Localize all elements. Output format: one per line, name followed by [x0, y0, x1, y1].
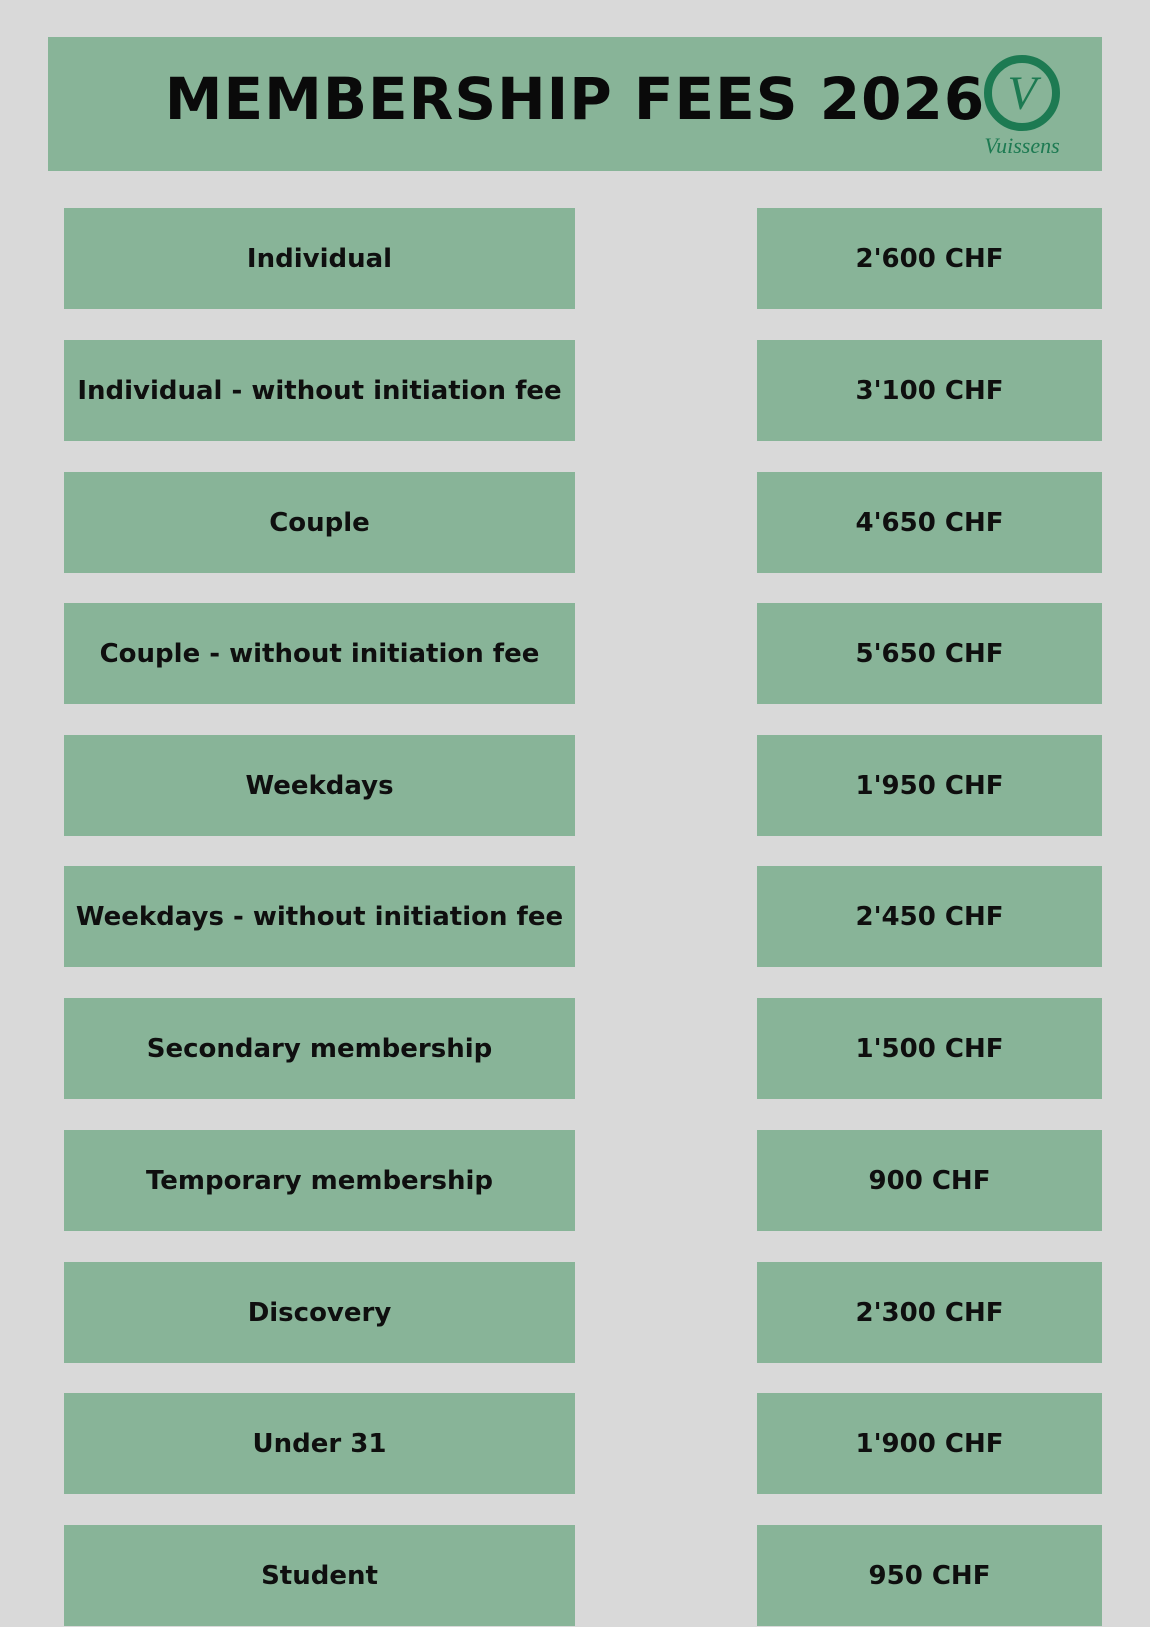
fee-row [0, 1130, 1150, 1231]
vuissens-logo [962, 51, 1082, 161]
fee-row [0, 866, 1150, 967]
fee-label: Couple - without initiation fee [64, 603, 575, 704]
fee-row [0, 472, 1150, 573]
fee-row [0, 208, 1150, 309]
fee-row [0, 735, 1150, 836]
page-title: MEMBERSHIP FEES 2026 [164, 65, 986, 133]
fee-label: Secondary membership [64, 998, 575, 1099]
fee-price: 1'900 CHF [757, 1393, 1102, 1494]
logo-letter: V [1007, 67, 1037, 120]
fee-price: 3'100 CHF [757, 340, 1102, 441]
fee-label: Temporary membership [64, 1130, 575, 1231]
fee-label: Weekdays [64, 735, 575, 836]
fee-label: Individual [64, 208, 575, 309]
fee-label: Individual - without initiation fee [64, 340, 575, 441]
fee-row [0, 340, 1150, 441]
fee-row [0, 1262, 1150, 1363]
header-banner [48, 37, 1102, 171]
fee-price: 950 CHF [757, 1525, 1102, 1626]
fee-label: Couple [64, 472, 575, 573]
fee-label: Student [64, 1525, 575, 1626]
logo-wordmark: Vuissens [984, 133, 1060, 158]
fee-price: 5'650 CHF [757, 603, 1102, 704]
fee-row [0, 603, 1150, 704]
fee-label: Under 31 [64, 1393, 575, 1494]
fee-label: Weekdays - without initiation fee [64, 866, 575, 967]
fee-price: 2'600 CHF [757, 208, 1102, 309]
fee-price: 2'450 CHF [757, 866, 1102, 967]
fee-price: 1'500 CHF [757, 998, 1102, 1099]
fee-row [0, 998, 1150, 1099]
fee-row [0, 1393, 1150, 1494]
fee-row [0, 1525, 1150, 1626]
fee-price: 1'950 CHF [757, 735, 1102, 836]
fee-price: 4'650 CHF [757, 472, 1102, 573]
fee-label: Discovery [64, 1262, 575, 1363]
fee-price: 2'300 CHF [757, 1262, 1102, 1363]
fee-price: 900 CHF [757, 1130, 1102, 1231]
